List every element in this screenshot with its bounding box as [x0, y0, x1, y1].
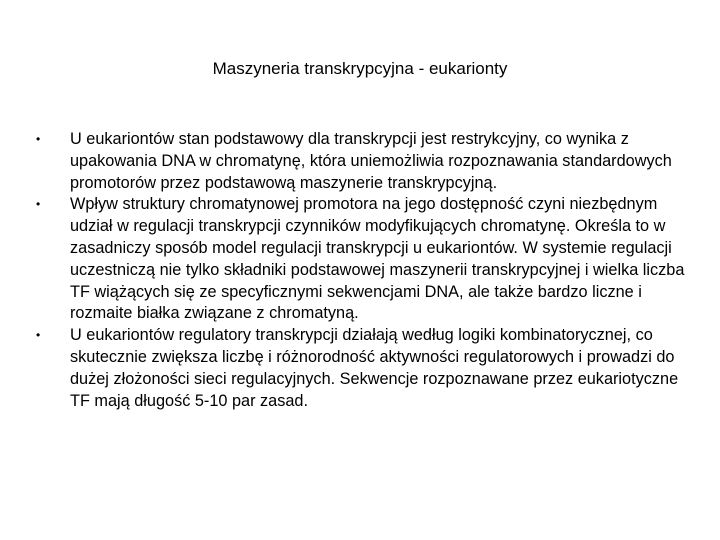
bullet-item: [36, 325, 686, 412]
bullet-icon: •: [36, 132, 41, 146]
bullet-item: [36, 194, 686, 325]
bullet-icon: •: [36, 328, 41, 343]
bullet-list: [36, 129, 686, 412]
bullet-text: U eukariontów regulatory transkrypcji działają według logiki kombinatorycznej, co skutecznie zwiększa liczbę i różnorodność aktywności regulatorowych i prowadzi do dużej złożoności sieci regulacyjnych. Sekwencje rozpoznawane przez eukariotyczne TF mają długość 5-10 par zasad.: [70, 326, 679, 410]
bullet-text: Wpływ struktury chromatynowej promotora na jego dostępność czyni niezbędnym udział w regulacji transkrypcji czynników modyfikujących chromatynę. Określa to w zasadniczy sposób model regulacji transkrypcji u eukariontów. W systemie regulacji uczestniczą nie tylko składniki podstawowej maszynerii transkrypcyjnej i wielka liczba TF wiążących się ze specyficznymi sekwencjami DNA, ale także bardzo liczne i rozmaite białka związane z chromatyną.: [70, 195, 685, 323]
slide-title: Maszyneria transkrypcyjna - eukarionty: [212, 59, 508, 78]
bullet-item: [36, 129, 686, 194]
bullet-icon: •: [36, 197, 41, 212]
bullet-text: U eukariontów stan podstawowy dla transkrypcji jest restrykcyjny, co wynika z upakowania DNA w chromatynę, która uniemożliwia rozpoznawania standardowych promotorów przez podstawową maszynerie transkrypcyjną.: [70, 130, 672, 192]
